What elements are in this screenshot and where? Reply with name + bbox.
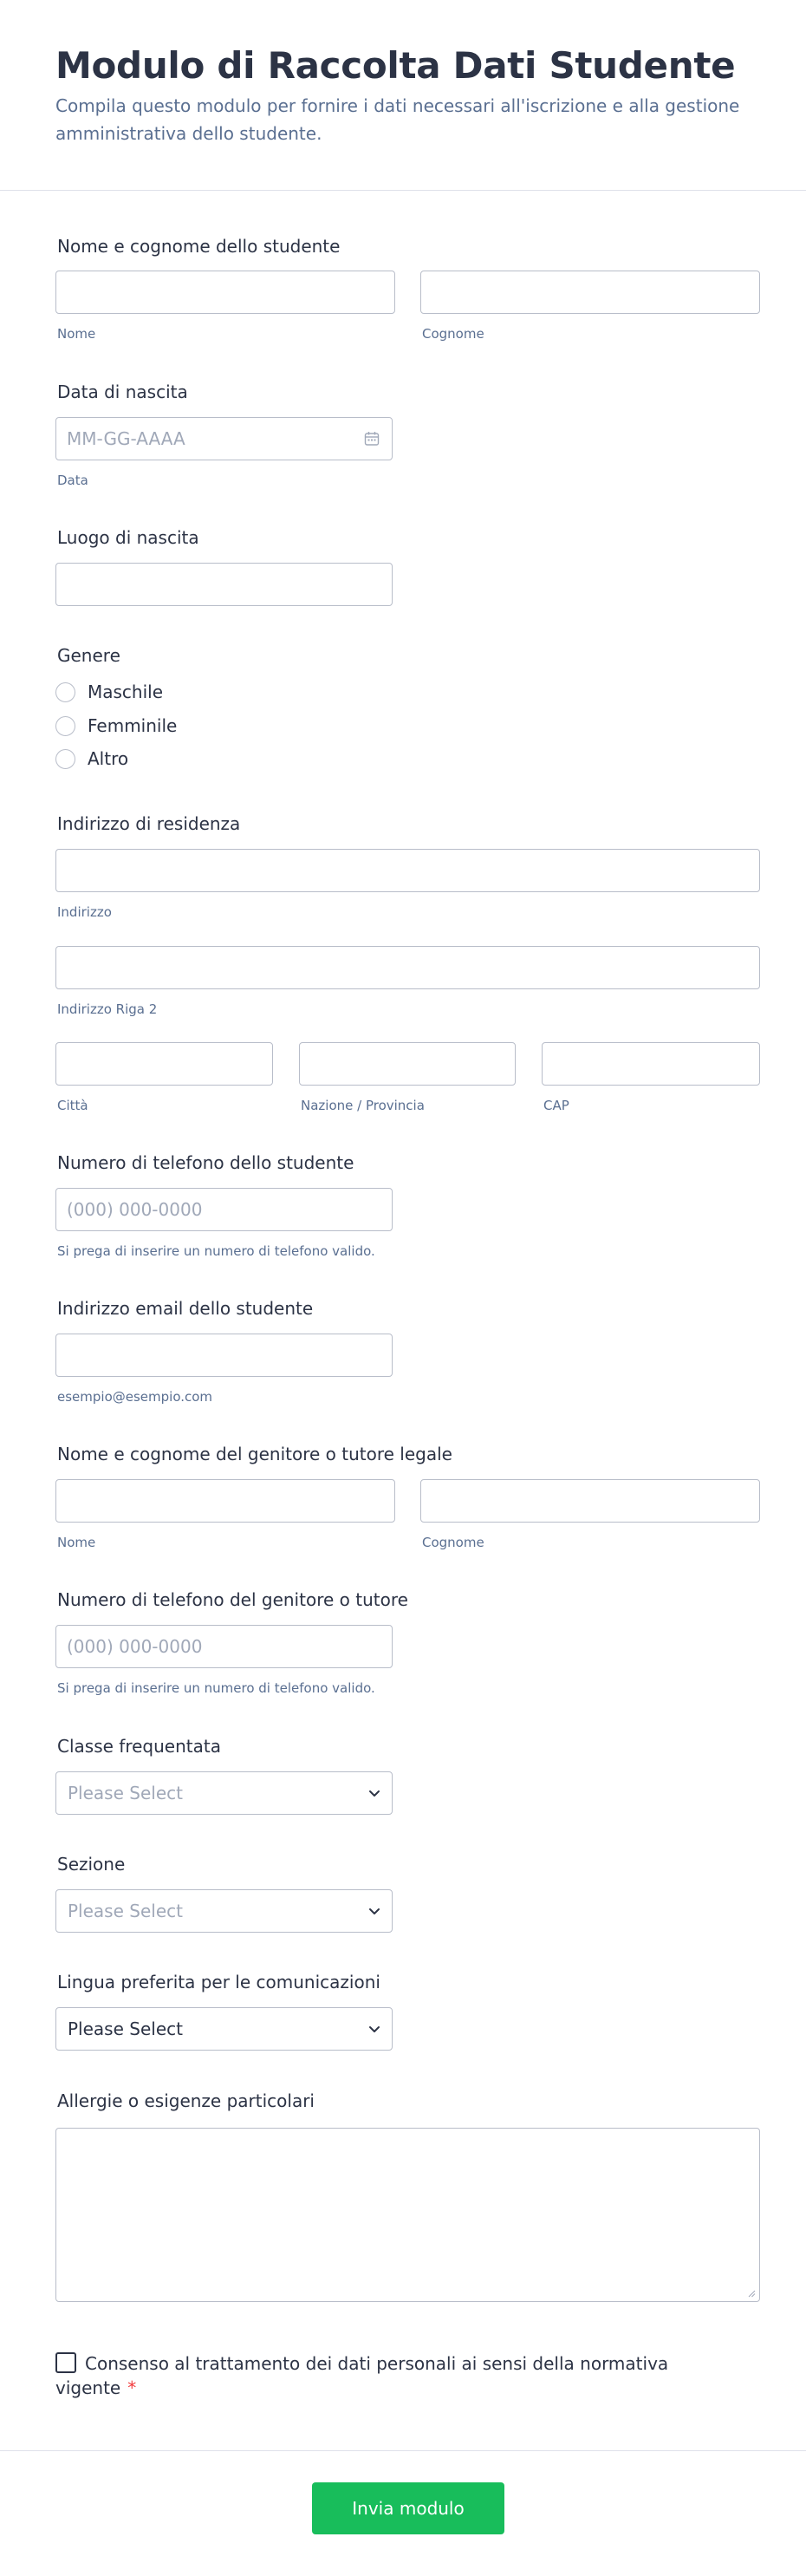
student-email-sublabel: esempio@esempio.com [57,1389,213,1405]
student-last-name-input[interactable] [420,271,760,314]
class-label: Classe frequentata [57,1736,221,1757]
student-first-name-input[interactable] [55,271,395,314]
calendar-icon[interactable] [364,431,380,447]
consent-checkbox[interactable] [55,2352,76,2373]
birth-place-input[interactable] [55,563,393,606]
guardian-last-name-sublabel: Cognome [422,1535,484,1550]
gender-option-femminile[interactable] [55,714,177,738]
student-first-name-sublabel: Nome [57,326,96,342]
student-phone-label: Numero di telefono dello studente [57,1152,354,1173]
allergies-textarea[interactable] [55,2128,760,2302]
required-star: * [127,2377,137,2398]
student-phone-sublabel: Si prega di inserire un numero di telefono valido. [57,1243,375,1259]
consent-text: Consenso al trattamento dei dati personali ai sensi della normativa vigente [55,2353,669,2398]
chevron-down-icon [367,1904,381,1918]
birth-date-input[interactable] [55,417,393,460]
form-header [0,0,806,191]
language-select[interactable] [55,2007,393,2051]
language-select-value: Please Select [68,2018,183,2039]
gender-option-altro[interactable] [55,747,128,771]
guardian-first-name-sublabel: Nome [57,1535,96,1550]
chevron-down-icon [367,2022,381,2036]
guardian-phone-label: Numero di telefono del genitore o tutore [57,1589,408,1610]
radio-label: Maschile [88,681,164,702]
zip-sublabel: CAP [543,1098,569,1113]
radio-circle[interactable] [55,749,75,769]
address-line1-input[interactable] [55,849,760,892]
chevron-down-icon [367,1786,381,1800]
gender-label: Genere [57,645,120,666]
guardian-name-label: Nome e cognome del genitore o tutore legale [57,1444,452,1464]
birth-date-label: Data di nascita [57,382,188,402]
footer-divider [0,2450,806,2451]
birth-date-sublabel: Data [57,473,88,488]
radio-label: Femminile [88,715,178,736]
city-input[interactable] [55,1042,273,1086]
address-label: Indirizzo di residenza [57,813,241,834]
page-subtitle: Compila questo modulo per fornire i dati necessari all'iscrizione e alla gestione amministrativa dello studente. [55,95,740,144]
student-email-label: Indirizzo email dello studente [57,1298,314,1319]
guardian-phone-input[interactable] [55,1625,393,1668]
resize-handle-icon[interactable] [747,2289,756,2298]
section-select[interactable] [55,1889,393,1933]
guardian-phone-sublabel: Si prega di inserire un numero di telefono valido. [57,1680,375,1696]
guardian-first-name-input[interactable] [55,1479,395,1523]
section-select-value: Please Select [68,1901,183,1921]
zip-input[interactable] [542,1042,760,1086]
language-label: Lingua preferita per le comunicazioni [57,1972,380,1992]
guardian-last-name-input[interactable] [420,1479,760,1523]
student-email-input[interactable] [55,1334,393,1377]
radio-label: Altro [88,748,129,769]
class-select-value: Please Select [68,1783,183,1803]
student-phone-input[interactable] [55,1188,393,1231]
gender-option-maschile[interactable] [55,680,163,704]
section-label: Sezione [57,1854,126,1875]
page-title: Modulo di Raccolta Dati Studente [55,44,736,87]
consent-field [55,2351,679,2400]
state-input[interactable] [299,1042,516,1086]
address-line2-input[interactable] [55,946,760,989]
address-line2-sublabel: Indirizzo Riga 2 [57,1001,158,1017]
student-name-label: Nome e cognome dello studente [57,236,341,257]
radio-circle[interactable] [55,716,75,736]
birth-place-label: Luogo di nascita [57,527,199,548]
allergies-label: Allergie o esigenze particolari [57,2090,315,2111]
submit-button[interactable]: Invia modulo [312,2482,504,2534]
state-sublabel: Nazione / Provincia [301,1098,425,1113]
student-last-name-sublabel: Cognome [422,326,484,342]
class-select[interactable] [55,1771,393,1815]
radio-circle[interactable] [55,682,75,702]
address-line1-sublabel: Indirizzo [57,904,112,920]
city-sublabel: Città [57,1098,88,1113]
